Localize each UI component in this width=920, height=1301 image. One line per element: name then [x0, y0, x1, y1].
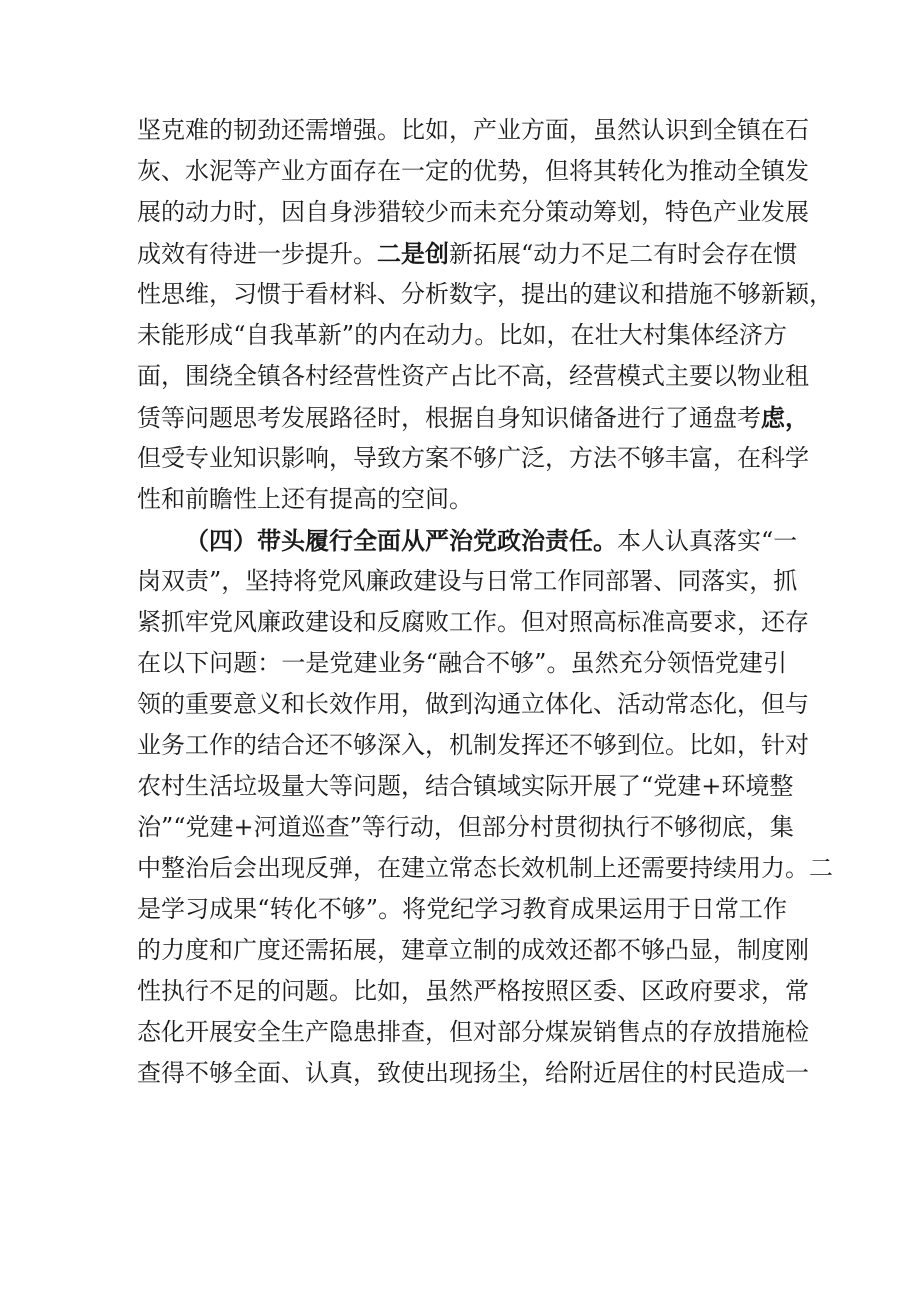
paragraph-line: 性思维，习惯于看材料、分析数字，提出的建议和措施不够新颖，	[137, 280, 833, 308]
paragraph-line: 态化开展安全生产隐患排查，但对部分煤炭销售点的存放措施检	[137, 1018, 809, 1046]
paragraph-line: 但受专业知识影响，导致方案不够广泛，方法不够丰富，在科学	[137, 444, 809, 472]
paragraph-line: 是学习成果“转化不够”。将党纪学习教育成果运用于日常工作	[137, 895, 787, 923]
bold-text: 虑，	[761, 403, 809, 432]
paragraph-line: 坚克难的韧劲还需增强。比如，产业方面，虽然认识到全镇在石	[137, 116, 809, 144]
paragraph-line: 未能形成“自我革新”的内在动力。比如，在壮大村集体经济方	[137, 321, 787, 349]
paragraph-line: 农村生活垃圾量大等问题，结合镇域实际开展了“党建+环境整	[137, 772, 794, 800]
paragraph-line: 岗双责”，坚持将党风廉政建设与日常工作同部署、同落实，抓	[137, 567, 798, 595]
paragraph-text: 新拓展“动力不足二有时会存在惯	[449, 240, 798, 268]
paragraph-text: 本人认真落实“一	[617, 527, 798, 555]
section-heading-line	[137, 520, 798, 561]
paragraph-line: 展的动力时，因自身涉猎较少而未充分策动筹划，特色产业发展	[137, 198, 809, 226]
section-heading: （四）带头履行全面从严治党政治责任。	[185, 526, 617, 555]
paragraph-line: 性执行不足的问题。比如，虽然严格按照区委、区政府要求，常	[137, 977, 809, 1005]
paragraph-line: 紧抓牢党风廉政建设和反腐败工作。但对照高标准高要求，还存	[137, 608, 809, 636]
paragraph-line: 性和前瞻性上还有提高的空间。	[137, 485, 473, 513]
paragraph-line: 治”“党建+河道巡查”等行动，但部分村贯彻执行不够彻底，集	[137, 813, 794, 841]
paragraph-line: 领的重要意义和长效作用，做到沟通立体化、活动常态化，但与	[137, 690, 809, 718]
paragraph-line: 在以下问题：一是党建业务“融合不够”。虽然充分领悟党建引	[137, 649, 787, 677]
paragraph-text: 成效有待进一步提升。	[137, 240, 377, 268]
paragraph-line: 中整治后会出现反弹，在建立常态长效机制上还需要持续用力。二	[137, 854, 833, 882]
paragraph-line	[137, 233, 798, 274]
paragraph-line: 业务工作的结合还不够深入，机制发挥还不够到位。比如，针对	[137, 731, 809, 759]
paragraph-text: 赁等问题思考发展路径时，根据自身知识储备进行了通盘考	[137, 404, 761, 432]
paragraph-line: 面，围绕全镇各村经营性资产占比不高，经营模式主要以物业租	[137, 362, 809, 390]
document-body	[137, 110, 833, 1094]
bold-point-label: 二是创	[377, 239, 449, 268]
paragraph-line: 灰、水泥等产业方面存在一定的优势，但将其转化为推动全镇发	[137, 157, 809, 185]
paragraph-line: 的力度和广度还需拓展，建章立制的成效还都不够凸显，制度刚	[137, 936, 809, 964]
paragraph-line	[137, 397, 809, 438]
paragraph-line: 查得不够全面、认真，致使出现扬尘，给附近居住的村民造成一	[137, 1059, 809, 1087]
